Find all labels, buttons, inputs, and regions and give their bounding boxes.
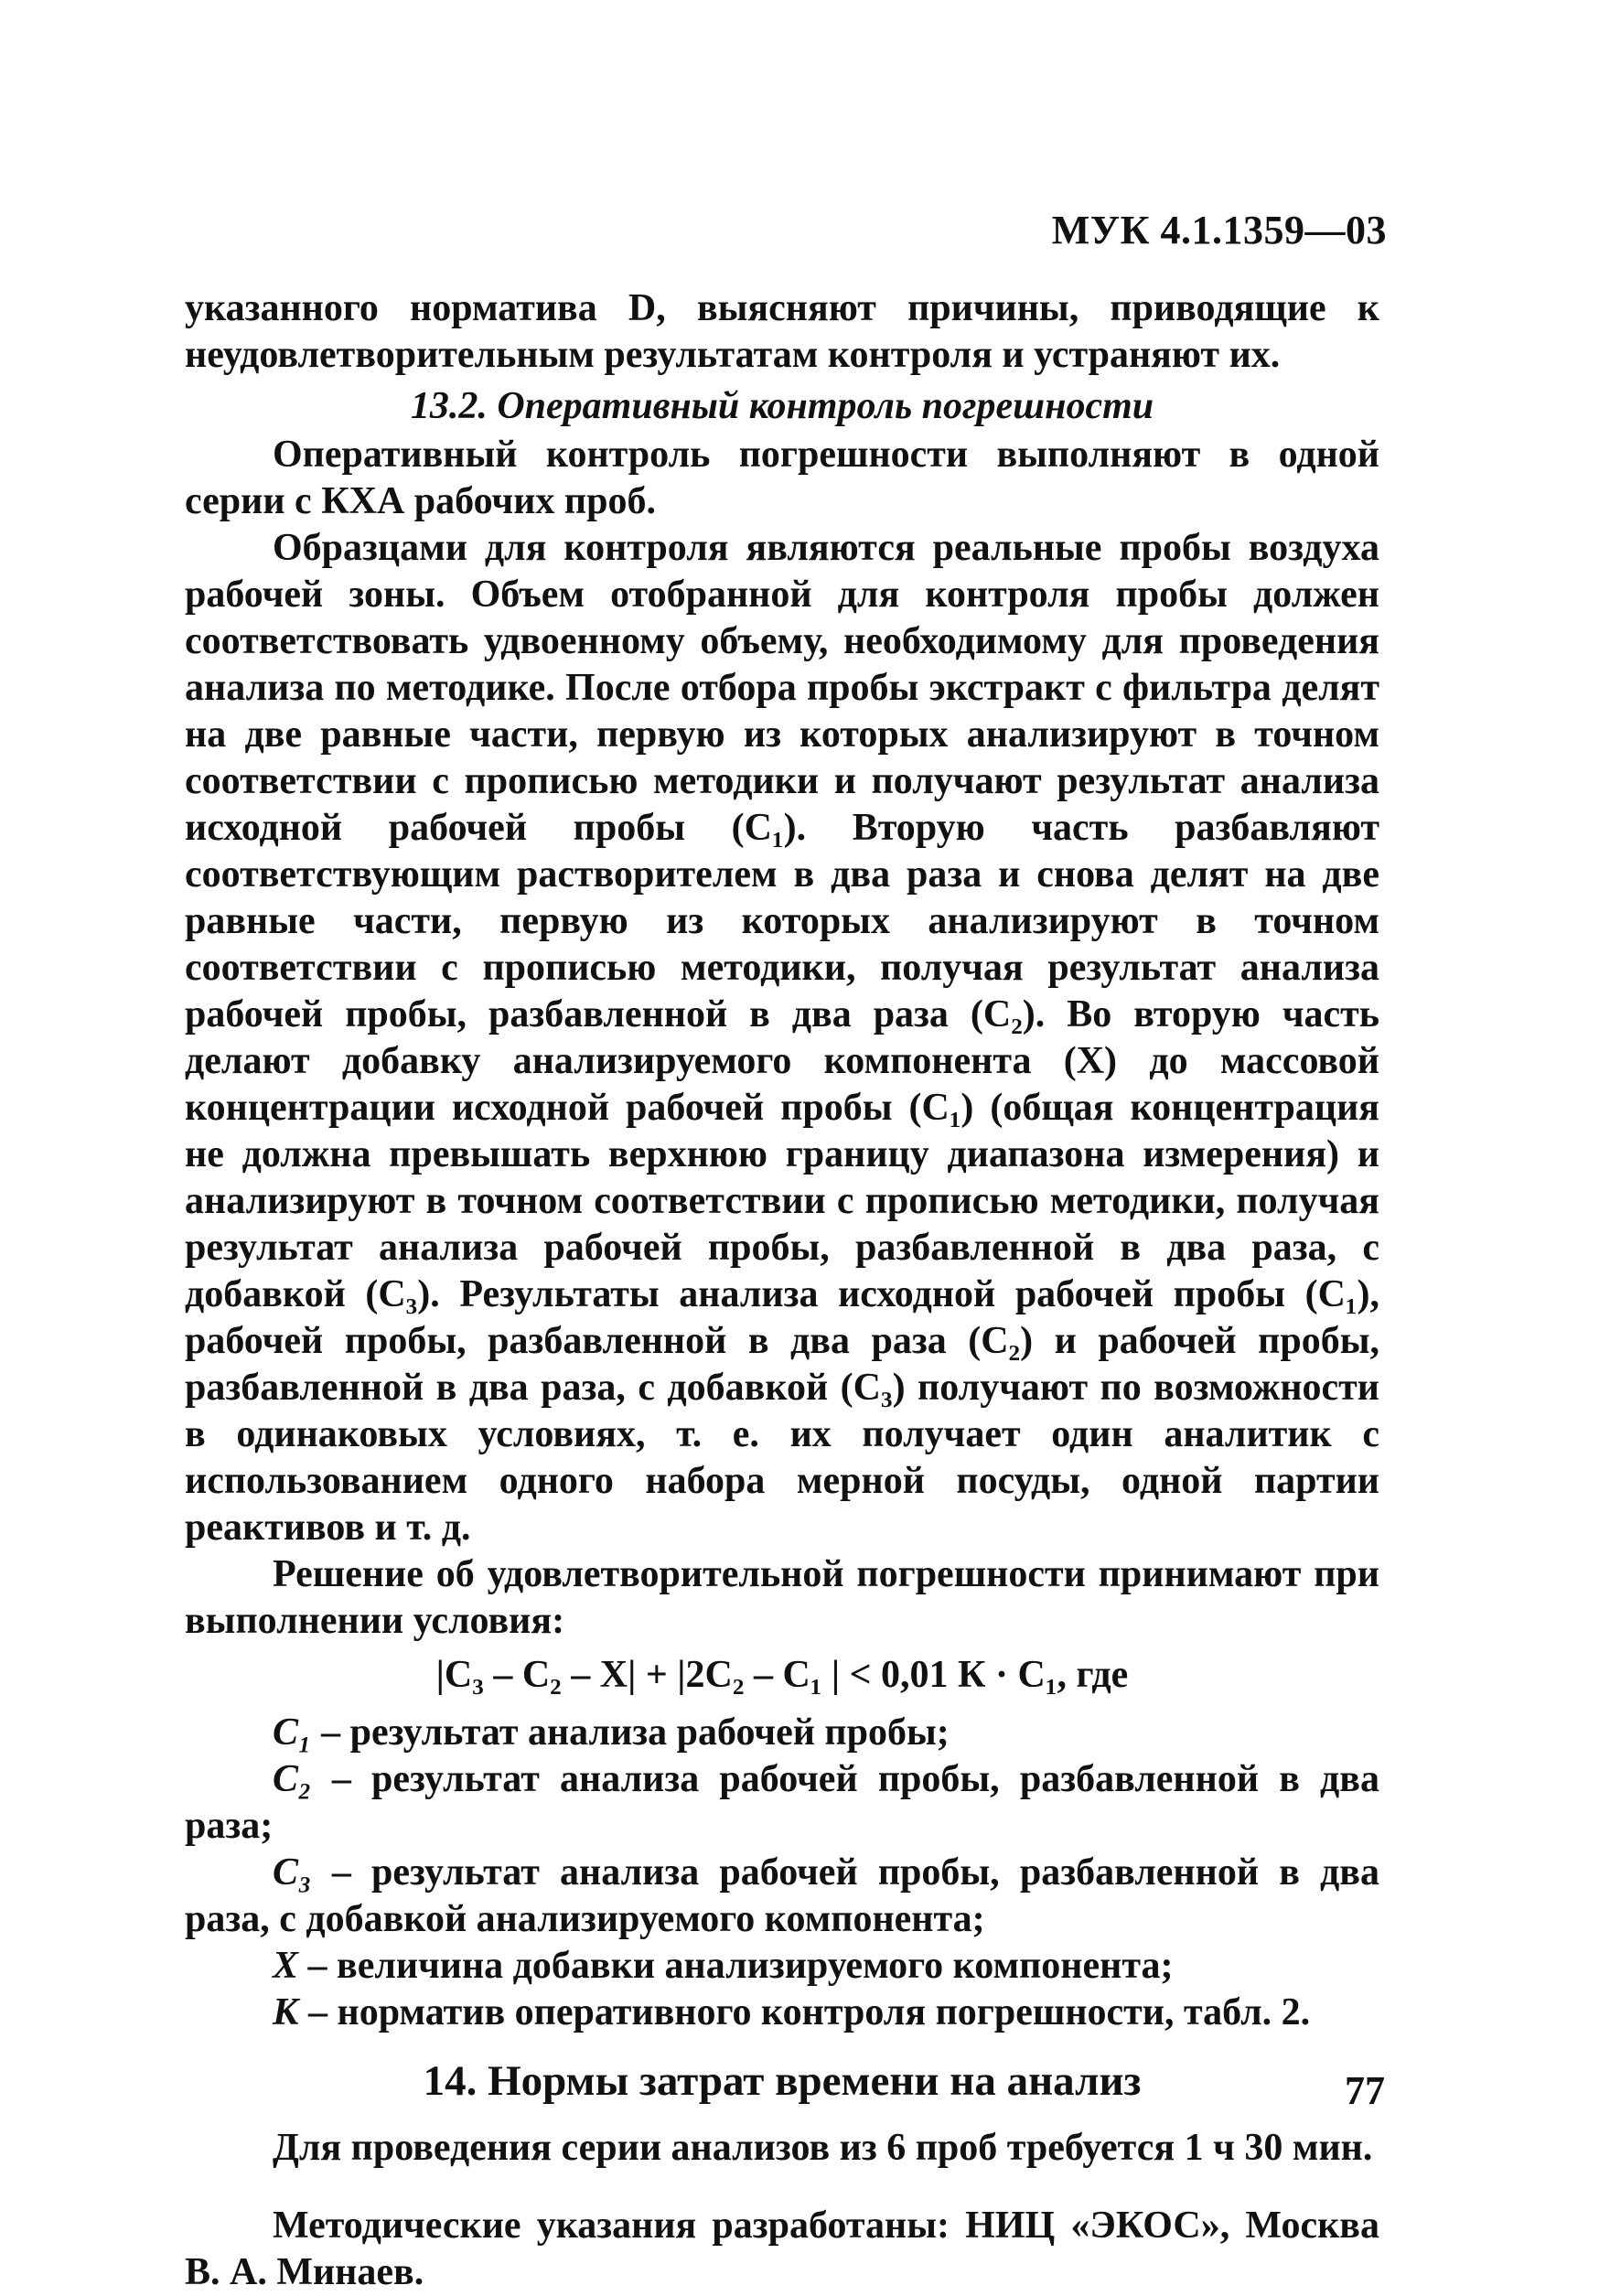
definition-k: [185, 1990, 1379, 2036]
paragraph-2: Образцами для контроля являются реальные пробы воздуха рабочей зоны. Объем отобранной для контроля пробы должен соответствовать удвоенному объему, необходимому для проведения анализа по методике. После отбора пробы экстракт с фильтра делят на две равные части, первую из которых анализируют в точном соответствии с прописью методики и получают результат анализа исходной рабочей пробы (С₁). Вторую часть разбавляют соответствующим растворителем в два раза и снова делят на две равные части, первую из которых анализируют в точном соответствии с прописью методики, получая результат анализа рабочей пробы, разбавленной в два раза (С₂). Во вторую часть делают добавку анализируемого компонента (X) до массовой концентрации исходной рабочей пробы (С₁) (общая концентрация не должна превышать верхнюю границу диапазона измерения) и анализируют в точном соответствии с прописью методики, получая результат анализа рабочей пробы, разбавленной в два раза, с добавкой (С₃). Результаты анализа исходной рабочей пробы (С₁), рабочей пробы, разбавленной в два раза (С₂) и рабочей пробы, разбавленной в два раза, с добавкой (С₃) получают по возможности в одинаковых условиях, т. е. их получает один аналитик с использованием одного набора мерной посуды, одной партии реактивов и т. д.: [185, 527, 1379, 1549]
definition-c1: [185, 1710, 1379, 1756]
definition-symbol: С₃: [273, 1851, 312, 1894]
page-number: 77: [1345, 2068, 1385, 2113]
definition-c3: [185, 1850, 1379, 1943]
definition-text: – результат анализа рабочей пробы, разбавленной в два раза;: [185, 1758, 1379, 1847]
definition-c2: [185, 1756, 1379, 1850]
paragraph-3: Решение об удовлетворительной погрешности принимают при выполнении условия:: [185, 1553, 1379, 1642]
definition-text: – результат анализа рабочей пробы;: [311, 1711, 950, 1754]
definition-text: – норматив оперативного контроля погрешности, табл. 2.: [298, 1991, 1311, 2033]
continuation-paragraph: указанного норматива D, выясняют причины, приводящие к неудовлетворительным результатам контроля и устраняют их.: [185, 287, 1379, 376]
paragraph-1: Оперативный контроль погрешности выполняют в одной серии с КХА рабочих проб.: [185, 434, 1379, 522]
definition-x: [185, 1943, 1379, 1990]
paragraph-4: Для проведения серии анализов из 6 проб требуется 1 ч 30 мин.: [273, 2127, 1373, 2169]
definition-symbol: С₂: [273, 1758, 312, 1800]
definition-symbol: С₁: [273, 1711, 312, 1754]
definition-symbol: К: [273, 1991, 299, 2033]
formula: |С₃ – С₂ – X| + |2С₂ – С₁ | < 0,01 К · С₁, где: [435, 1654, 1129, 1696]
definition-text: – величина добавки анализируемого компонента;: [298, 1945, 1174, 1987]
definition-text: – результат анализа рабочей пробы, разбавленной в два раза, с добавкой анализируемого компонента;: [185, 1851, 1379, 1940]
credits-paragraph: Методические указания разработаны: НИЦ «ЭКОС», Москва В. А. Минаев.: [185, 2205, 1379, 2293]
document-code: МУК 4.1.1359—03: [1051, 208, 1387, 252]
spacer: [185, 2172, 1379, 2203]
page-content: [185, 285, 1379, 2296]
definition-symbol: X: [273, 1945, 299, 1987]
section-13-2-title: 13.2. Оперативный контроль погрешности: [410, 385, 1154, 427]
section-14-title: 14. Нормы затрат времени на анализ: [423, 2057, 1142, 2105]
